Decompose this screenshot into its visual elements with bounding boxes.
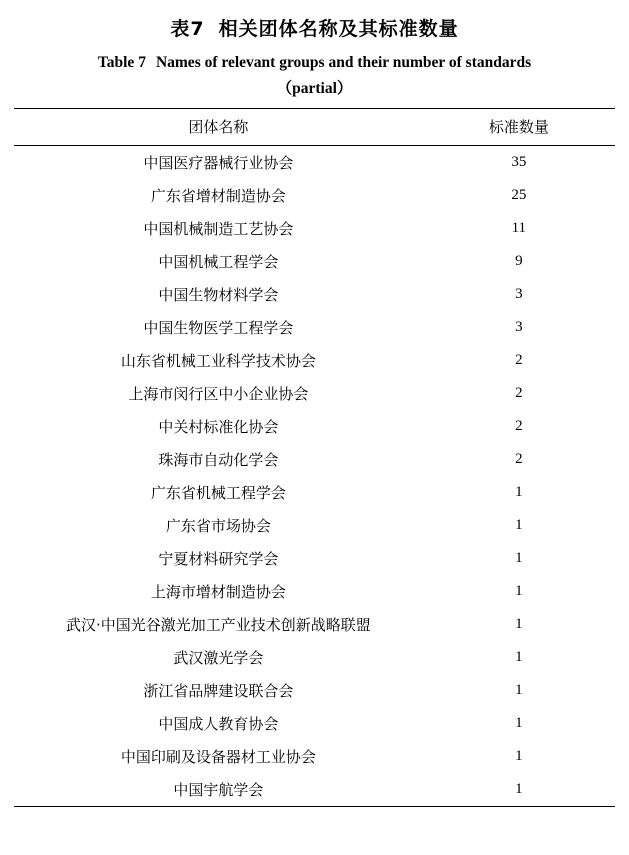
table-title-chinese-text: 相关团体名称及其标准数量 (218, 18, 459, 40)
cell-standard-count: 1 (515, 748, 523, 765)
table-row (14, 311, 615, 344)
cell-group-name: 中国医疗器械行业协会 (143, 154, 294, 173)
table-row (14, 608, 615, 641)
cell-standard-count: 2 (515, 451, 523, 468)
table-row (14, 674, 615, 707)
cell-standard-count: 1 (515, 484, 523, 501)
column-header-group-name: 团体名称 (14, 109, 423, 146)
table-body (14, 146, 615, 807)
cell-group-name: 中国成人教育协会 (158, 715, 279, 734)
table-row (14, 443, 615, 476)
table-row (14, 278, 615, 311)
cell-standard-count: 1 (515, 550, 523, 567)
table-row (14, 377, 615, 410)
table-row (14, 773, 615, 807)
table-row (14, 179, 615, 212)
cell-standard-count: 2 (515, 418, 523, 435)
table-row (14, 575, 615, 608)
cell-group-name: 上海市闵行区中小企业协会 (128, 385, 309, 404)
cell-standard-count: 2 (515, 352, 523, 369)
table-row (14, 410, 615, 443)
table-row (14, 146, 615, 180)
cell-standard-count: 25 (511, 187, 527, 204)
cell-group-name: 武汉激光学会 (173, 649, 264, 668)
cell-group-name: 中国机械制造工艺协会 (143, 220, 294, 239)
table-row (14, 476, 615, 509)
cell-group-name: 中国生物医学工程学会 (143, 319, 294, 338)
cell-standard-count: 3 (515, 319, 523, 336)
table-title-english (14, 51, 615, 74)
cell-group-name: 广东省市场协会 (165, 517, 271, 536)
cell-group-name: 山东省机械工业科学技术协会 (120, 352, 316, 371)
cell-group-name: 广东省增材制造协会 (150, 187, 286, 206)
table-header-row (14, 109, 615, 146)
cell-group-name: 浙江省品牌建设联合会 (143, 682, 294, 701)
table-row (14, 509, 615, 542)
table-number-english: Table 7 (97, 54, 146, 71)
table-row (14, 245, 615, 278)
cell-group-name: 中国机械工程学会 (158, 253, 279, 272)
cell-standard-count: 1 (515, 616, 523, 633)
cell-group-name: 武汉·中国光谷激光加工产业技术创新战略联盟 (65, 616, 371, 635)
cell-standard-count: 1 (515, 517, 523, 534)
cell-standard-count: 9 (515, 253, 523, 270)
table-number-chinese: 表7 (170, 18, 205, 40)
table-row (14, 740, 615, 773)
table-title-english-partial: （partial） (276, 80, 353, 98)
cell-standard-count: 1 (515, 715, 523, 732)
table-header (14, 109, 615, 146)
cell-group-name: 中国生物材料学会 (158, 286, 279, 305)
cell-group-name: 珠海市自动化学会 (158, 451, 279, 470)
cell-standard-count: 1 (515, 649, 523, 666)
cell-standard-count: 11 (511, 220, 527, 237)
cell-group-name: 中国印刷及设备器材工业协会 (120, 748, 316, 767)
cell-standard-count: 3 (515, 286, 523, 303)
cell-standard-count: 1 (515, 682, 523, 699)
cell-group-name: 宁夏材料研究学会 (158, 550, 279, 569)
cell-standard-count: 1 (515, 781, 523, 798)
standards-table (14, 108, 615, 807)
table-row (14, 344, 615, 377)
table-row (14, 707, 615, 740)
table-title-english-text: Names of relevant groups and their number of standards (155, 54, 532, 71)
cell-group-name: 中关村标准化协会 (158, 418, 279, 437)
cell-standard-count: 2 (515, 385, 523, 402)
table-row (14, 641, 615, 674)
table-row (14, 212, 615, 245)
cell-group-name: 上海市增材制造协会 (150, 583, 286, 602)
table-row (14, 542, 615, 575)
cell-group-name: 中国宇航学会 (173, 781, 264, 800)
cell-group-name: 广东省机械工程学会 (150, 484, 286, 503)
table-title-chinese (14, 14, 615, 41)
column-header-standard-count: 标准数量 (423, 109, 615, 146)
cell-standard-count: 35 (511, 154, 527, 171)
cell-standard-count: 1 (515, 583, 523, 600)
